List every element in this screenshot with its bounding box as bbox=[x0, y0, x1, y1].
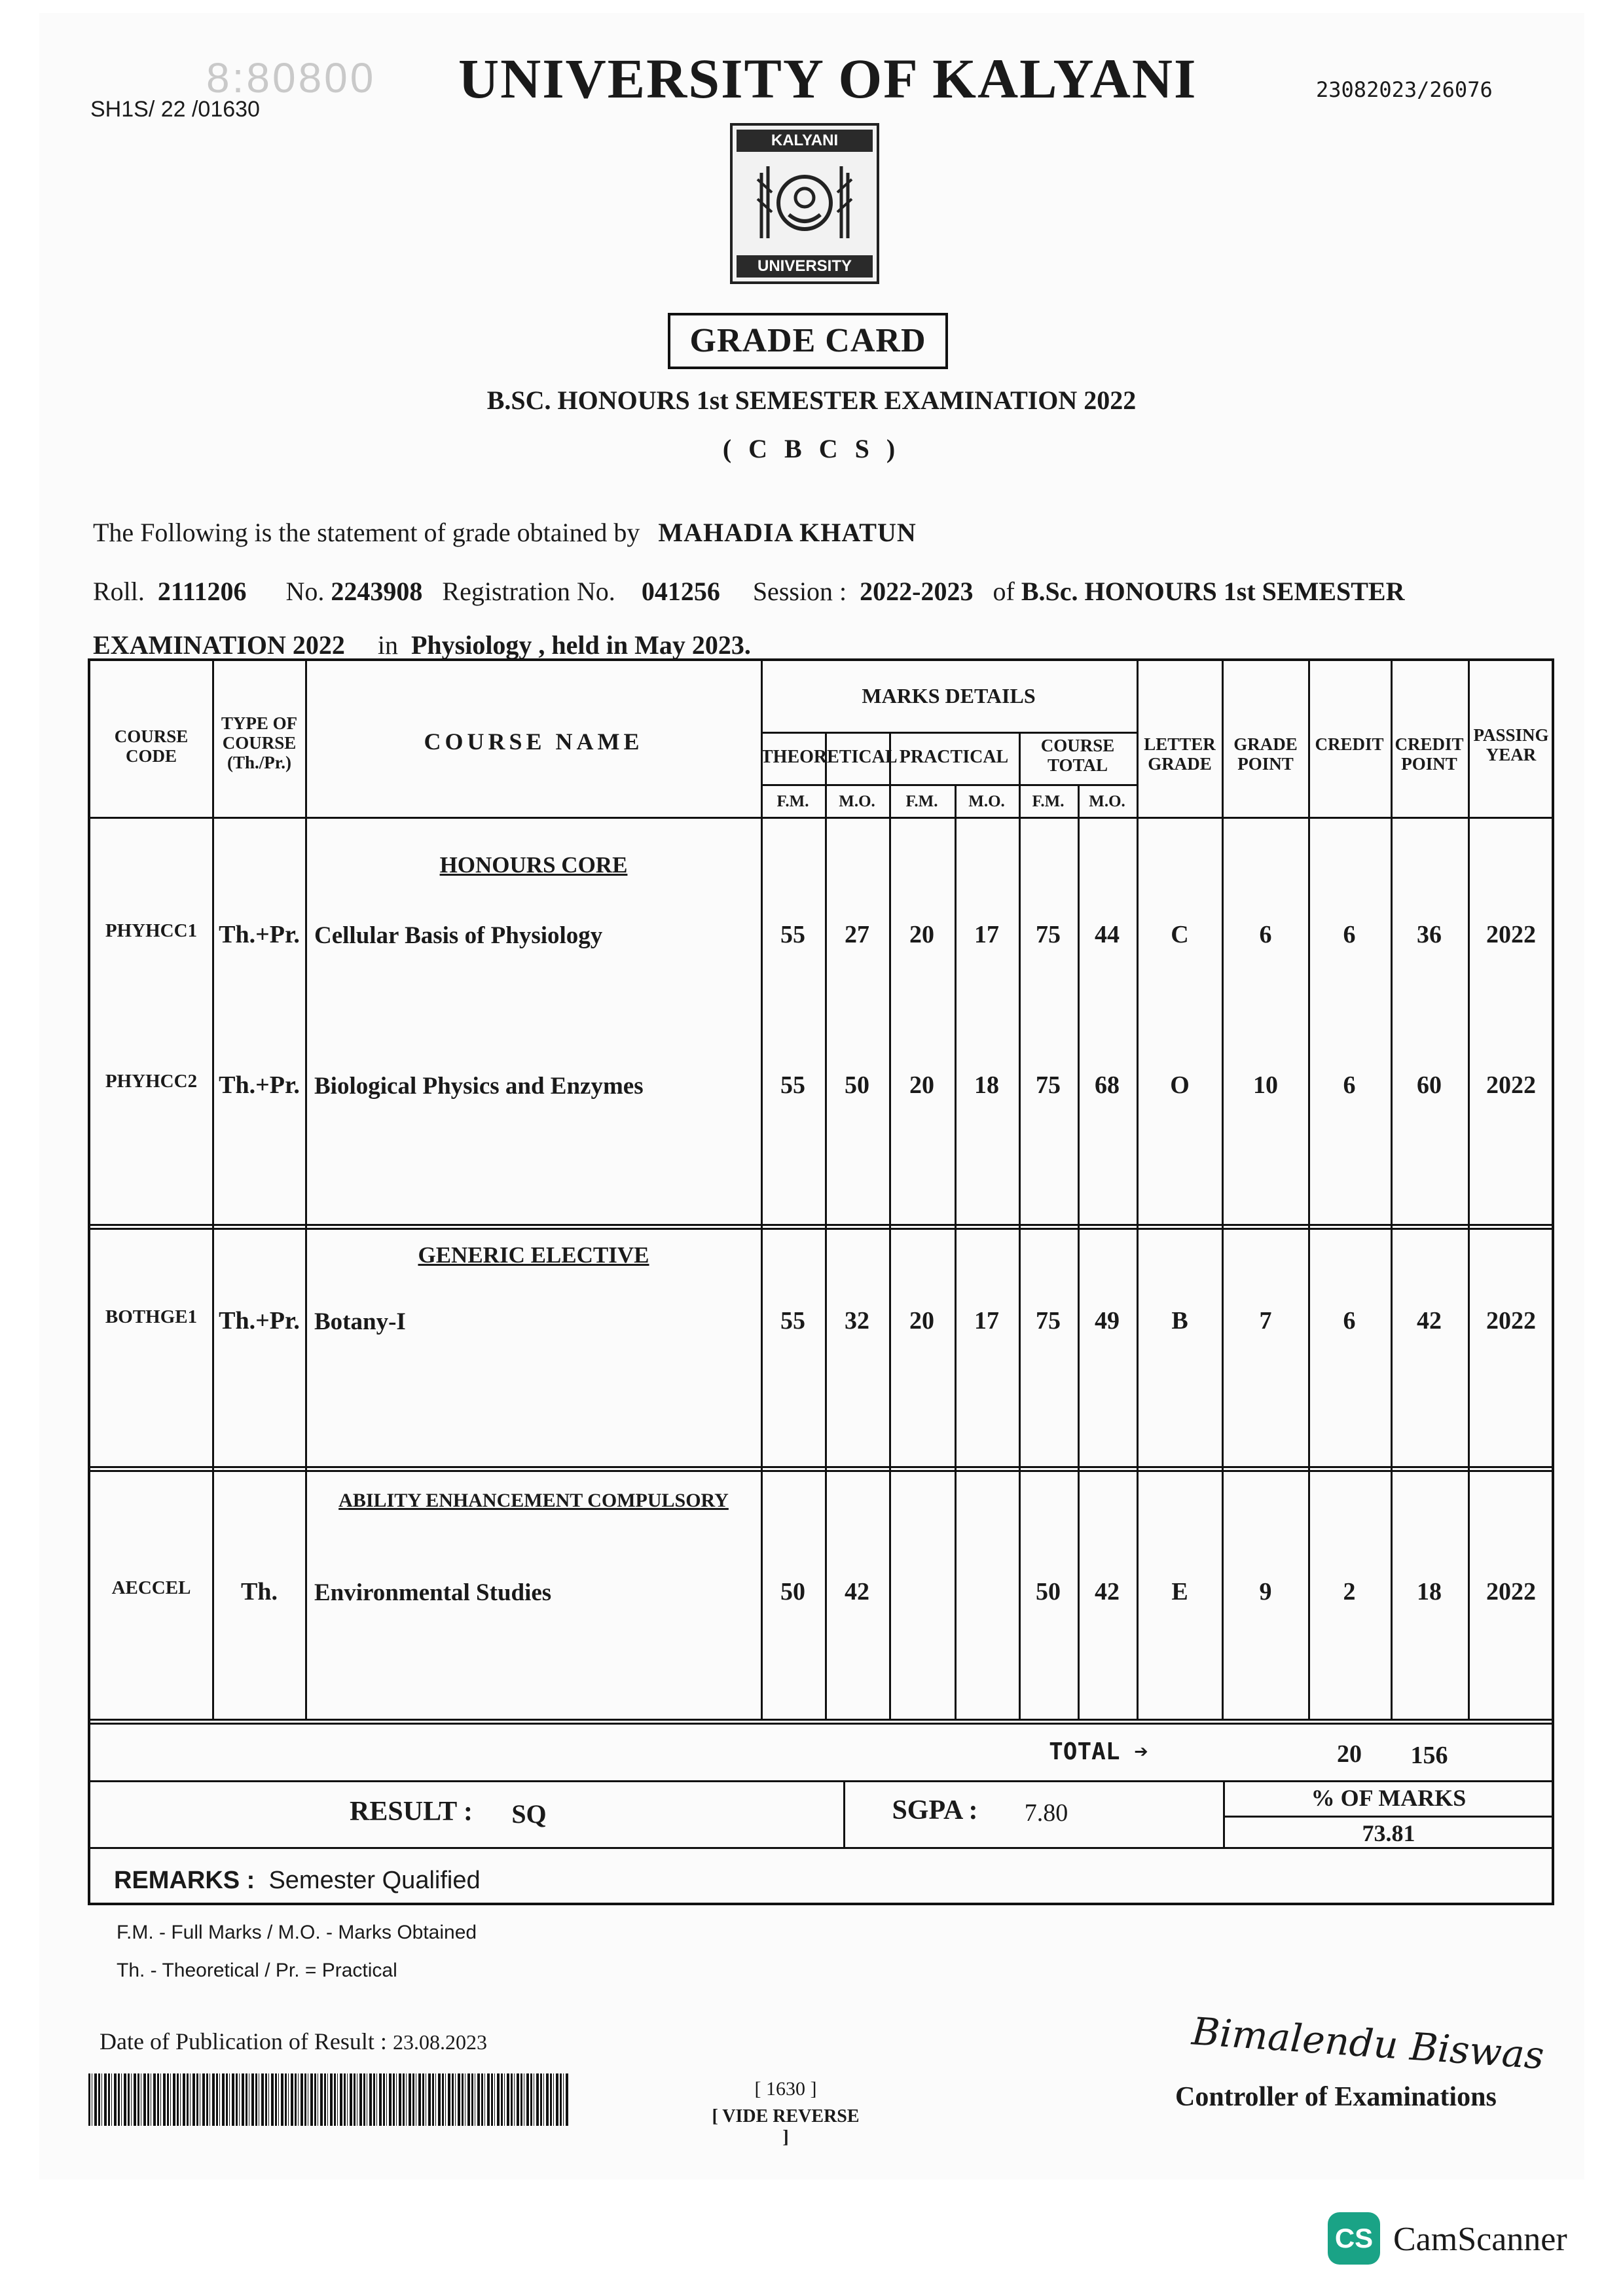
header-th-fm: F.M. bbox=[776, 793, 809, 810]
cell-tot-mo: 49 bbox=[1095, 1307, 1120, 1335]
cell-th-fm: 55 bbox=[780, 1307, 805, 1335]
of-label: of bbox=[993, 577, 1015, 606]
cell-credit: 6 bbox=[1343, 1307, 1356, 1335]
cell-code: PHYHCC1 bbox=[105, 920, 198, 941]
emblem-bottom-band: UNIVERSITY bbox=[737, 255, 873, 278]
cell-pr-fm: 20 bbox=[909, 1071, 934, 1099]
cell-code: AECCEL bbox=[111, 1577, 191, 1598]
header-credit-point: CREDIT POINT bbox=[1395, 734, 1464, 774]
subject-held: Physiology , held in May 2023. bbox=[410, 630, 751, 660]
of-exam: B.Sc. HONOURS 1st SEMESTER bbox=[1021, 577, 1405, 606]
cell-tot-fm: 50 bbox=[1036, 1578, 1061, 1605]
scheme-label: ( C B C S ) bbox=[722, 434, 901, 463]
percent-marks-label: % OF MARKS bbox=[1311, 1785, 1467, 1811]
legend-note-marks: F.M. - Full Marks / M.O. - Marks Obtained bbox=[117, 1922, 477, 1943]
statement-line-3 bbox=[93, 630, 751, 660]
publication-date-label: Date of Publication of Result : bbox=[100, 2028, 387, 2054]
document-code-left: SH1S/ 22 /01630 bbox=[90, 97, 260, 122]
header-credit: CREDIT bbox=[1315, 734, 1384, 754]
cell-code: PHYHCC2 bbox=[105, 1071, 198, 1092]
cell-year: 2022 bbox=[1486, 1307, 1536, 1335]
cell-tot-fm: 75 bbox=[1036, 1071, 1061, 1099]
vide-reverse: [ VIDE REVERSE ] bbox=[712, 2106, 860, 2147]
header-passing-year: PASSING YEAR bbox=[1473, 725, 1549, 764]
publication-date bbox=[100, 2028, 487, 2055]
camscanner-label: CamScanner bbox=[1393, 2221, 1567, 2258]
university-title: UNIVERSITY OF KALYANI bbox=[458, 47, 1197, 110]
cell-type: Th.+Pr. bbox=[219, 1307, 300, 1335]
cell-tot-fm: 75 bbox=[1036, 921, 1061, 948]
student-name: MAHADIA KHATUN bbox=[658, 518, 917, 547]
header-practical: PRACTICAL bbox=[899, 747, 1009, 767]
header-pr-fm: F.M. bbox=[905, 793, 938, 810]
document-code-right: 23082023/26076 bbox=[1316, 77, 1493, 102]
cell-gp: 9 bbox=[1259, 1578, 1272, 1605]
header-th-mo: M.O. bbox=[839, 793, 875, 810]
cell-grade: B bbox=[1171, 1307, 1188, 1335]
cell-th-mo: 27 bbox=[845, 921, 869, 948]
controller-title: Controller of Examinations bbox=[1175, 2082, 1497, 2112]
exam-name-line: EXAMINATION 2022 bbox=[93, 630, 345, 660]
cell-th-fm: 50 bbox=[780, 1578, 805, 1605]
header-grade-point: GRADE POINT bbox=[1233, 734, 1298, 774]
cell-type: Th.+Pr. bbox=[219, 921, 300, 948]
statement-intro-text: The Following is the statement of grade obtained by bbox=[93, 518, 640, 547]
cell-credit: 6 bbox=[1343, 1071, 1356, 1099]
barcode bbox=[88, 2073, 570, 2126]
university-emblem bbox=[730, 123, 879, 284]
cell-cp: 42 bbox=[1417, 1307, 1442, 1335]
header-type-of-course: TYPE OF COURSE (Th./Pr.) bbox=[221, 713, 298, 772]
header-marks-details: MARKS DETAILS bbox=[862, 684, 1036, 708]
cell-pr-mo: 17 bbox=[974, 1307, 999, 1335]
result-value: SQ bbox=[511, 1799, 547, 1829]
cell-gp: 10 bbox=[1253, 1071, 1278, 1099]
header-course-code: COURSE CODE bbox=[114, 726, 189, 766]
registration-label: Registration No. bbox=[442, 577, 615, 606]
camscanner-logo-icon: CS bbox=[1328, 2212, 1380, 2265]
cell-pr-fm: 20 bbox=[909, 1307, 934, 1335]
cell-course-name: Botany-I bbox=[314, 1308, 406, 1335]
in-label: in bbox=[377, 630, 398, 660]
cell-th-mo: 42 bbox=[845, 1578, 869, 1605]
grade-table bbox=[88, 658, 1554, 1905]
signature: Bimalendu Biswas bbox=[1190, 2009, 1546, 2078]
header-pr-mo: M.O. bbox=[968, 793, 1005, 810]
legend-note-type: Th. - Theoretical / Pr. = Practical bbox=[117, 1960, 397, 1981]
cell-course-name: Environmental Studies bbox=[314, 1579, 552, 1606]
remarks-label: REMARKS : bbox=[114, 1867, 255, 1894]
header-tot-fm: F.M. bbox=[1032, 793, 1065, 810]
total-credit: 20 bbox=[1337, 1740, 1362, 1768]
emblem-crest-icon bbox=[752, 160, 857, 246]
cell-year: 2022 bbox=[1486, 1071, 1536, 1099]
cell-pr-mo: 17 bbox=[974, 921, 999, 948]
sgpa-value: 7.80 bbox=[1024, 1799, 1068, 1827]
cell-th-fm: 55 bbox=[780, 921, 805, 948]
session-label: Session : bbox=[752, 577, 847, 606]
cell-course-name: Biological Physics and Enzymes bbox=[314, 1073, 644, 1100]
session-value: 2022-2023 bbox=[860, 577, 974, 606]
exam-subtitle: B.SC. HONOURS 1st SEMESTER EXAMINATION 2022 bbox=[486, 386, 1137, 415]
cell-tot-mo: 42 bbox=[1095, 1578, 1120, 1605]
cell-type: Th. bbox=[241, 1578, 278, 1605]
total-label bbox=[1013, 1738, 1184, 1765]
remarks bbox=[114, 1867, 481, 1895]
header-course-name: COURSE NAME bbox=[424, 728, 644, 755]
header-theoretical: THEORETICAL bbox=[761, 747, 898, 767]
cell-cp: 36 bbox=[1417, 921, 1442, 948]
header-tot-mo: M.O. bbox=[1089, 793, 1125, 810]
total-label-text: TOTAL bbox=[1049, 1738, 1120, 1765]
roll-value: 2111206 bbox=[157, 577, 247, 606]
cell-th-fm: 55 bbox=[780, 1071, 805, 1099]
grade-card-title: GRADE CARD bbox=[668, 313, 948, 369]
total-credit-point: 156 bbox=[1410, 1742, 1448, 1769]
section-ability-enhancement: ABILITY ENHANCEMENT COMPULSORY bbox=[338, 1490, 729, 1511]
no-label: No. bbox=[285, 577, 325, 606]
header-course-total: COURSE TOTAL bbox=[1040, 736, 1115, 775]
cell-cp: 60 bbox=[1417, 1071, 1442, 1099]
cell-type: Th.+Pr. bbox=[219, 1071, 300, 1099]
emblem-top-band: KALYANI bbox=[737, 130, 873, 152]
cell-credit: 6 bbox=[1343, 921, 1356, 948]
cell-tot-mo: 44 bbox=[1095, 921, 1120, 948]
cell-grade: C bbox=[1171, 921, 1189, 948]
cell-pr-mo: 18 bbox=[974, 1071, 999, 1099]
arrow-right-icon: ➔ bbox=[1134, 1738, 1148, 1765]
section-generic-elective: GENERIC ELECTIVE bbox=[418, 1242, 649, 1268]
cell-grade: E bbox=[1171, 1578, 1188, 1605]
header-letter-grade: LETTER GRADE bbox=[1144, 734, 1216, 774]
cell-credit: 2 bbox=[1343, 1578, 1356, 1605]
cell-th-mo: 50 bbox=[845, 1071, 869, 1099]
serial-number-faint: 8:80800 bbox=[206, 54, 376, 101]
statement-intro bbox=[93, 517, 917, 548]
cell-tot-fm: 75 bbox=[1036, 1307, 1061, 1335]
cell-th-mo: 32 bbox=[845, 1307, 869, 1335]
cell-grade: O bbox=[1170, 1071, 1190, 1099]
no-value: 2243908 bbox=[331, 577, 423, 606]
cell-year: 2022 bbox=[1486, 1578, 1536, 1605]
percent-marks-value: 73.81 bbox=[1362, 1820, 1415, 1846]
statement-line-2 bbox=[93, 576, 1405, 607]
reference-number: [ 1630 ] bbox=[754, 2078, 817, 2100]
cell-gp: 7 bbox=[1259, 1307, 1272, 1335]
roll-label: Roll. bbox=[93, 577, 145, 606]
cell-tot-mo: 68 bbox=[1095, 1071, 1120, 1099]
cell-cp: 18 bbox=[1417, 1578, 1442, 1605]
publication-date-value: 23.08.2023 bbox=[392, 2030, 487, 2054]
registration-value: 041256 bbox=[641, 577, 720, 606]
cell-pr-fm: 20 bbox=[909, 921, 934, 948]
remarks-value: Semester Qualified bbox=[268, 1867, 481, 1894]
cell-year: 2022 bbox=[1486, 921, 1536, 948]
cell-course-name: Cellular Basis of Physiology bbox=[314, 922, 603, 949]
cell-code: BOTHGE1 bbox=[105, 1306, 198, 1327]
result-label: RESULT : bbox=[350, 1797, 473, 1827]
cell-gp: 6 bbox=[1259, 921, 1272, 948]
section-honours-core: HONOURS CORE bbox=[439, 852, 628, 878]
sgpa-label: SGPA : bbox=[892, 1795, 978, 1825]
